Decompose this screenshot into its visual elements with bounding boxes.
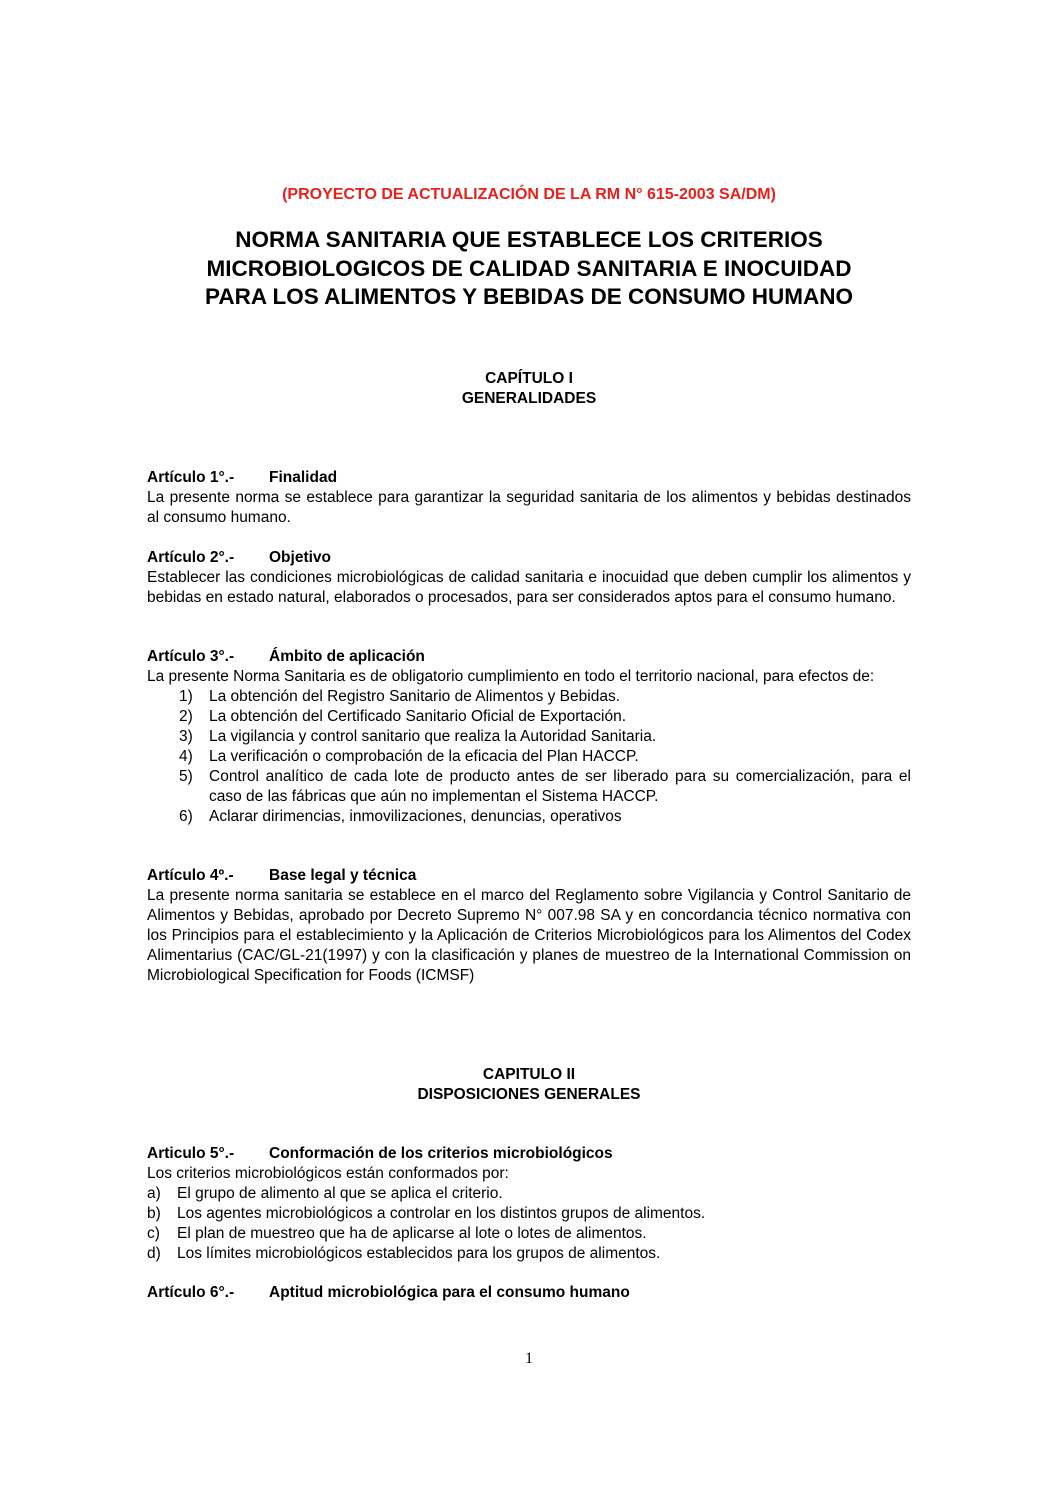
article-text: La presente norma se establece para garantizar la seguridad sanitaria de los alimentos y bebidas destinados al consumo humano.	[147, 489, 911, 526]
article-heading	[147, 1283, 911, 1303]
list-marker: 1)	[179, 688, 193, 705]
article-text: La presente norma sanitaria se establece en el marco del Reglamento sobre Vigilancia y Control Sanitario de Alimentos y Bebidas, aprobado por Decreto Supremo N° 007.98 SA y en concordancia técnico normativa con los Principios para el establecimiento y la Aplicación de Criterios Microbiológicos para los Alimentos del Codex Alimentarius (CAC/GL-21(1997) y con la clasificación y planes de muestreo de la International Commission on Microbiological Specification for Foods (ICMSF)	[147, 887, 911, 984]
list-marker: c)	[147, 1225, 160, 1242]
article-5	[147, 1144, 911, 1264]
list-item-text: La obtención del Certificado Sanitario Oficial de Exportación.	[209, 708, 627, 725]
lettered-list	[147, 1184, 911, 1264]
chapter-label: CAPÍTULO I	[485, 370, 573, 387]
list-item	[147, 1204, 911, 1224]
article-title: Ámbito de aplicación	[269, 648, 425, 665]
article-heading	[147, 1144, 911, 1164]
list-marker: 4)	[179, 748, 193, 765]
list-item-text: Los límites microbiológicos establecidos para los grupos de alimentos.	[177, 1245, 661, 1262]
chapter-label: CAPITULO II	[482, 1066, 576, 1083]
article-number: Artículo 1°.-	[147, 469, 235, 486]
article-3	[147, 647, 911, 827]
article-4	[147, 866, 911, 986]
list-item-text: Los agentes microbiológicos a controlar en los distintos grupos de alimentos.	[177, 1205, 706, 1222]
chapter-2-heading	[0, 1065, 1058, 1105]
article-heading	[147, 548, 911, 568]
project-line: (PROYECTO DE ACTUALIZACIÓN DE LA RM N° 615-2003 SA/DM)	[282, 186, 776, 203]
list-marker: 6)	[179, 808, 193, 825]
list-item-text: La verificación o comprobación de la eficacia del Plan HACCP.	[209, 748, 639, 765]
title-line-3: PARA LOS ALIMENTOS Y BEBIDAS DE CONSUMO HUMANO	[205, 284, 853, 309]
list-marker: 5)	[179, 768, 193, 785]
article-heading	[147, 866, 911, 886]
article-number: Artículo 3°.-	[147, 648, 235, 665]
article-heading	[147, 468, 911, 488]
list-marker: 3)	[179, 728, 193, 745]
list-item	[147, 1244, 911, 1264]
list-item-text: Aclarar dirimencias, inmovilizaciones, denuncias, operativos	[209, 808, 622, 825]
list-item-text: Control analítico de cada lote de producto antes de ser liberado para su comercialización, para el caso de las fábricas que aún no implementan el Sistema HACCP.	[209, 768, 911, 805]
article-title: Conformación de los criterios microbiológicos	[269, 1145, 613, 1162]
article-text: La presente Norma Sanitaria es de obligatorio cumplimiento en todo el territorio nacional, para efectos de:	[147, 668, 875, 685]
list-item	[147, 747, 911, 767]
numbered-list	[147, 687, 911, 827]
article-title: Base legal y técnica	[269, 867, 417, 884]
list-item	[147, 1184, 911, 1204]
chapter-name: GENERALIDADES	[461, 390, 597, 407]
article-text: Los criterios microbiológicos están conformados por:	[147, 1165, 509, 1182]
chapter-name: DISPOSICIONES GENERALES	[417, 1086, 641, 1103]
title-line-1: NORMA SANITARIA QUE ESTABLECE LOS CRITERIOS	[235, 227, 823, 252]
list-item	[147, 687, 911, 707]
list-marker: a)	[147, 1185, 161, 1202]
article-number: Artículo 4º.-	[147, 867, 234, 884]
list-marker: d)	[147, 1245, 161, 1262]
article-1	[147, 468, 911, 528]
list-item-text: La vigilancia y control sanitario que realiza la Autoridad Sanitaria.	[209, 728, 657, 745]
document-title	[0, 226, 1058, 312]
title-line-2: MICROBIOLOGICOS DE CALIDAD SANITARIA E INOCUIDAD	[206, 255, 852, 281]
page-number: 1	[525, 1350, 533, 1367]
list-item	[147, 707, 911, 727]
list-item-text: El grupo de alimento al que se aplica el criterio.	[177, 1185, 503, 1202]
list-item-text: La obtención del Registro Sanitario de Alimentos y Bebidas.	[209, 688, 620, 705]
list-item-text: El plan de muestreo que ha de aplicarse al lote o lotes de alimentos.	[177, 1225, 647, 1242]
article-title: Objetivo	[269, 549, 332, 566]
article-text: Establecer las condiciones microbiológicas de calidad sanitaria e inocuidad que deben cumplir los alimentos y bebidas en estado natural, elaborados o procesados, para ser considerados aptos para el consumo humano.	[147, 569, 911, 606]
article-6	[147, 1283, 911, 1303]
chapter-1-heading	[0, 369, 1058, 409]
list-item	[147, 767, 911, 807]
article-number: Artículo 2°.-	[147, 549, 235, 566]
article-heading	[147, 647, 911, 667]
list-item	[147, 727, 911, 747]
list-item	[147, 807, 911, 827]
list-marker: b)	[147, 1205, 161, 1222]
article-title: Aptitud microbiológica para el consumo humano	[269, 1284, 630, 1301]
article-2	[147, 548, 911, 608]
article-title: Finalidad	[269, 469, 338, 486]
list-item	[147, 1224, 911, 1244]
article-number: Articulo 5°.-	[147, 1145, 235, 1162]
list-marker: 2)	[179, 708, 193, 725]
article-number: Artículo 6°.-	[147, 1284, 235, 1301]
